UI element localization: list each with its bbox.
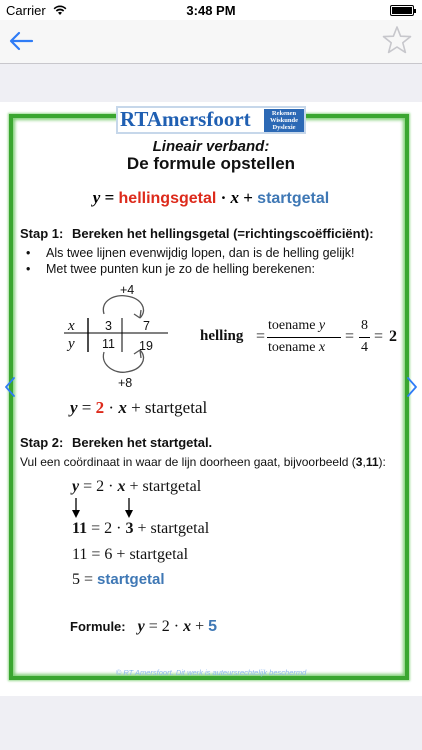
table-y-label: y <box>68 336 75 352</box>
step1-text: Bereken het hellingsgetal (=richtingscoëfficiënt): <box>72 226 374 241</box>
slope-frac2-bar <box>359 337 370 338</box>
step1-label: Stap 1: <box>20 226 64 241</box>
step2-heading <box>20 435 212 450</box>
table-x-label: x <box>68 318 75 334</box>
prev-page-icon[interactable] <box>4 376 16 398</box>
logo-sub-2: Wiskunde <box>269 117 299 124</box>
derivation-line-2: 11 = 2 · 3 + startgetal <box>72 520 210 537</box>
slope-frac-den: 4 <box>361 340 368 355</box>
navigation-bar <box>0 20 422 64</box>
table-x-2: 7 <box>143 319 150 333</box>
derivation-line-3: 11 = 6 + startgetal <box>72 546 189 563</box>
copyright-footer: © RT Amersfoort. Dit werk is auteursrechtelijk beschermd <box>115 668 307 677</box>
derivation-line-4: 5 = startgetal <box>72 571 165 588</box>
next-page-icon[interactable] <box>406 376 418 398</box>
slope-result: 2 <box>389 328 397 345</box>
slope-numerator: toename y <box>268 318 326 333</box>
header-spacer <box>0 64 422 102</box>
main-formula <box>0 188 422 208</box>
carrier-label: Carrier <box>6 3 46 18</box>
slope-frac-num: 8 <box>361 318 368 333</box>
slope-denominator: toename x <box>268 340 326 355</box>
step1-bullet-1: • Als twee lijnen evenwijdig lopen, dan is de helling gelijk! <box>46 246 355 260</box>
formula-startgetal: startgetal <box>257 190 330 207</box>
status-bar <box>0 0 422 20</box>
slope-label: helling <box>200 328 244 344</box>
slope-eq-1: = <box>256 328 266 345</box>
star-outline-icon[interactable] <box>379 23 415 59</box>
slope-eq-3: = <box>374 328 384 345</box>
table-y-1: 11 <box>102 337 115 351</box>
step1-heading <box>20 226 374 241</box>
formula-dot: · <box>220 188 227 207</box>
top-increment: +4 <box>120 283 135 297</box>
sheet-title: De formule opstellen <box>126 154 296 173</box>
rt-amersfoort-logo <box>116 106 306 134</box>
formula-y: y <box>92 188 101 207</box>
step2-label: Stap 2: <box>20 435 64 450</box>
slope-fraction-bar <box>267 337 341 338</box>
step2-intro: Vul een coördinaat in waar de lijn doorheen gaat, bijvoorbeeld (3,11): <box>20 455 386 469</box>
formula-plus: + <box>243 188 253 207</box>
back-arrow-icon[interactable] <box>6 26 36 56</box>
final-formula: Formule: y = 2 · x + 5 <box>70 618 218 635</box>
logo-sub-3: Dyslexie <box>272 124 296 131</box>
table-x-1: 3 <box>105 319 112 333</box>
logo-subtitle <box>264 109 304 132</box>
slope-eq-2: = <box>345 328 355 345</box>
logo-text: RTAmersfoort <box>120 107 251 131</box>
logo-sub-1: Rekenen <box>271 110 297 117</box>
step1-bullet-2: • Met twee punten kun je zo de helling berekenen: <box>46 262 315 276</box>
formula-after-step1: y = 2 · x + startgetal <box>70 398 208 417</box>
bottom-spacer <box>0 696 422 750</box>
formula-hellingsgetal: hellingsgetal <box>118 190 217 207</box>
formula-x: x <box>230 188 239 207</box>
bottom-increment: +8 <box>118 376 133 390</box>
clock: 3:48 PM <box>186 3 236 18</box>
battery-icon <box>390 5 414 16</box>
sheet-subtitle: Lineair verband: <box>152 138 270 155</box>
table-y-2: 19 <box>139 339 153 353</box>
formula-eq: = <box>104 188 115 207</box>
substitution-arrows <box>70 496 140 520</box>
step2-text: Bereken het startgetal. <box>72 435 213 450</box>
derivation-line-1: y = 2 · x + startgetal <box>72 478 202 495</box>
